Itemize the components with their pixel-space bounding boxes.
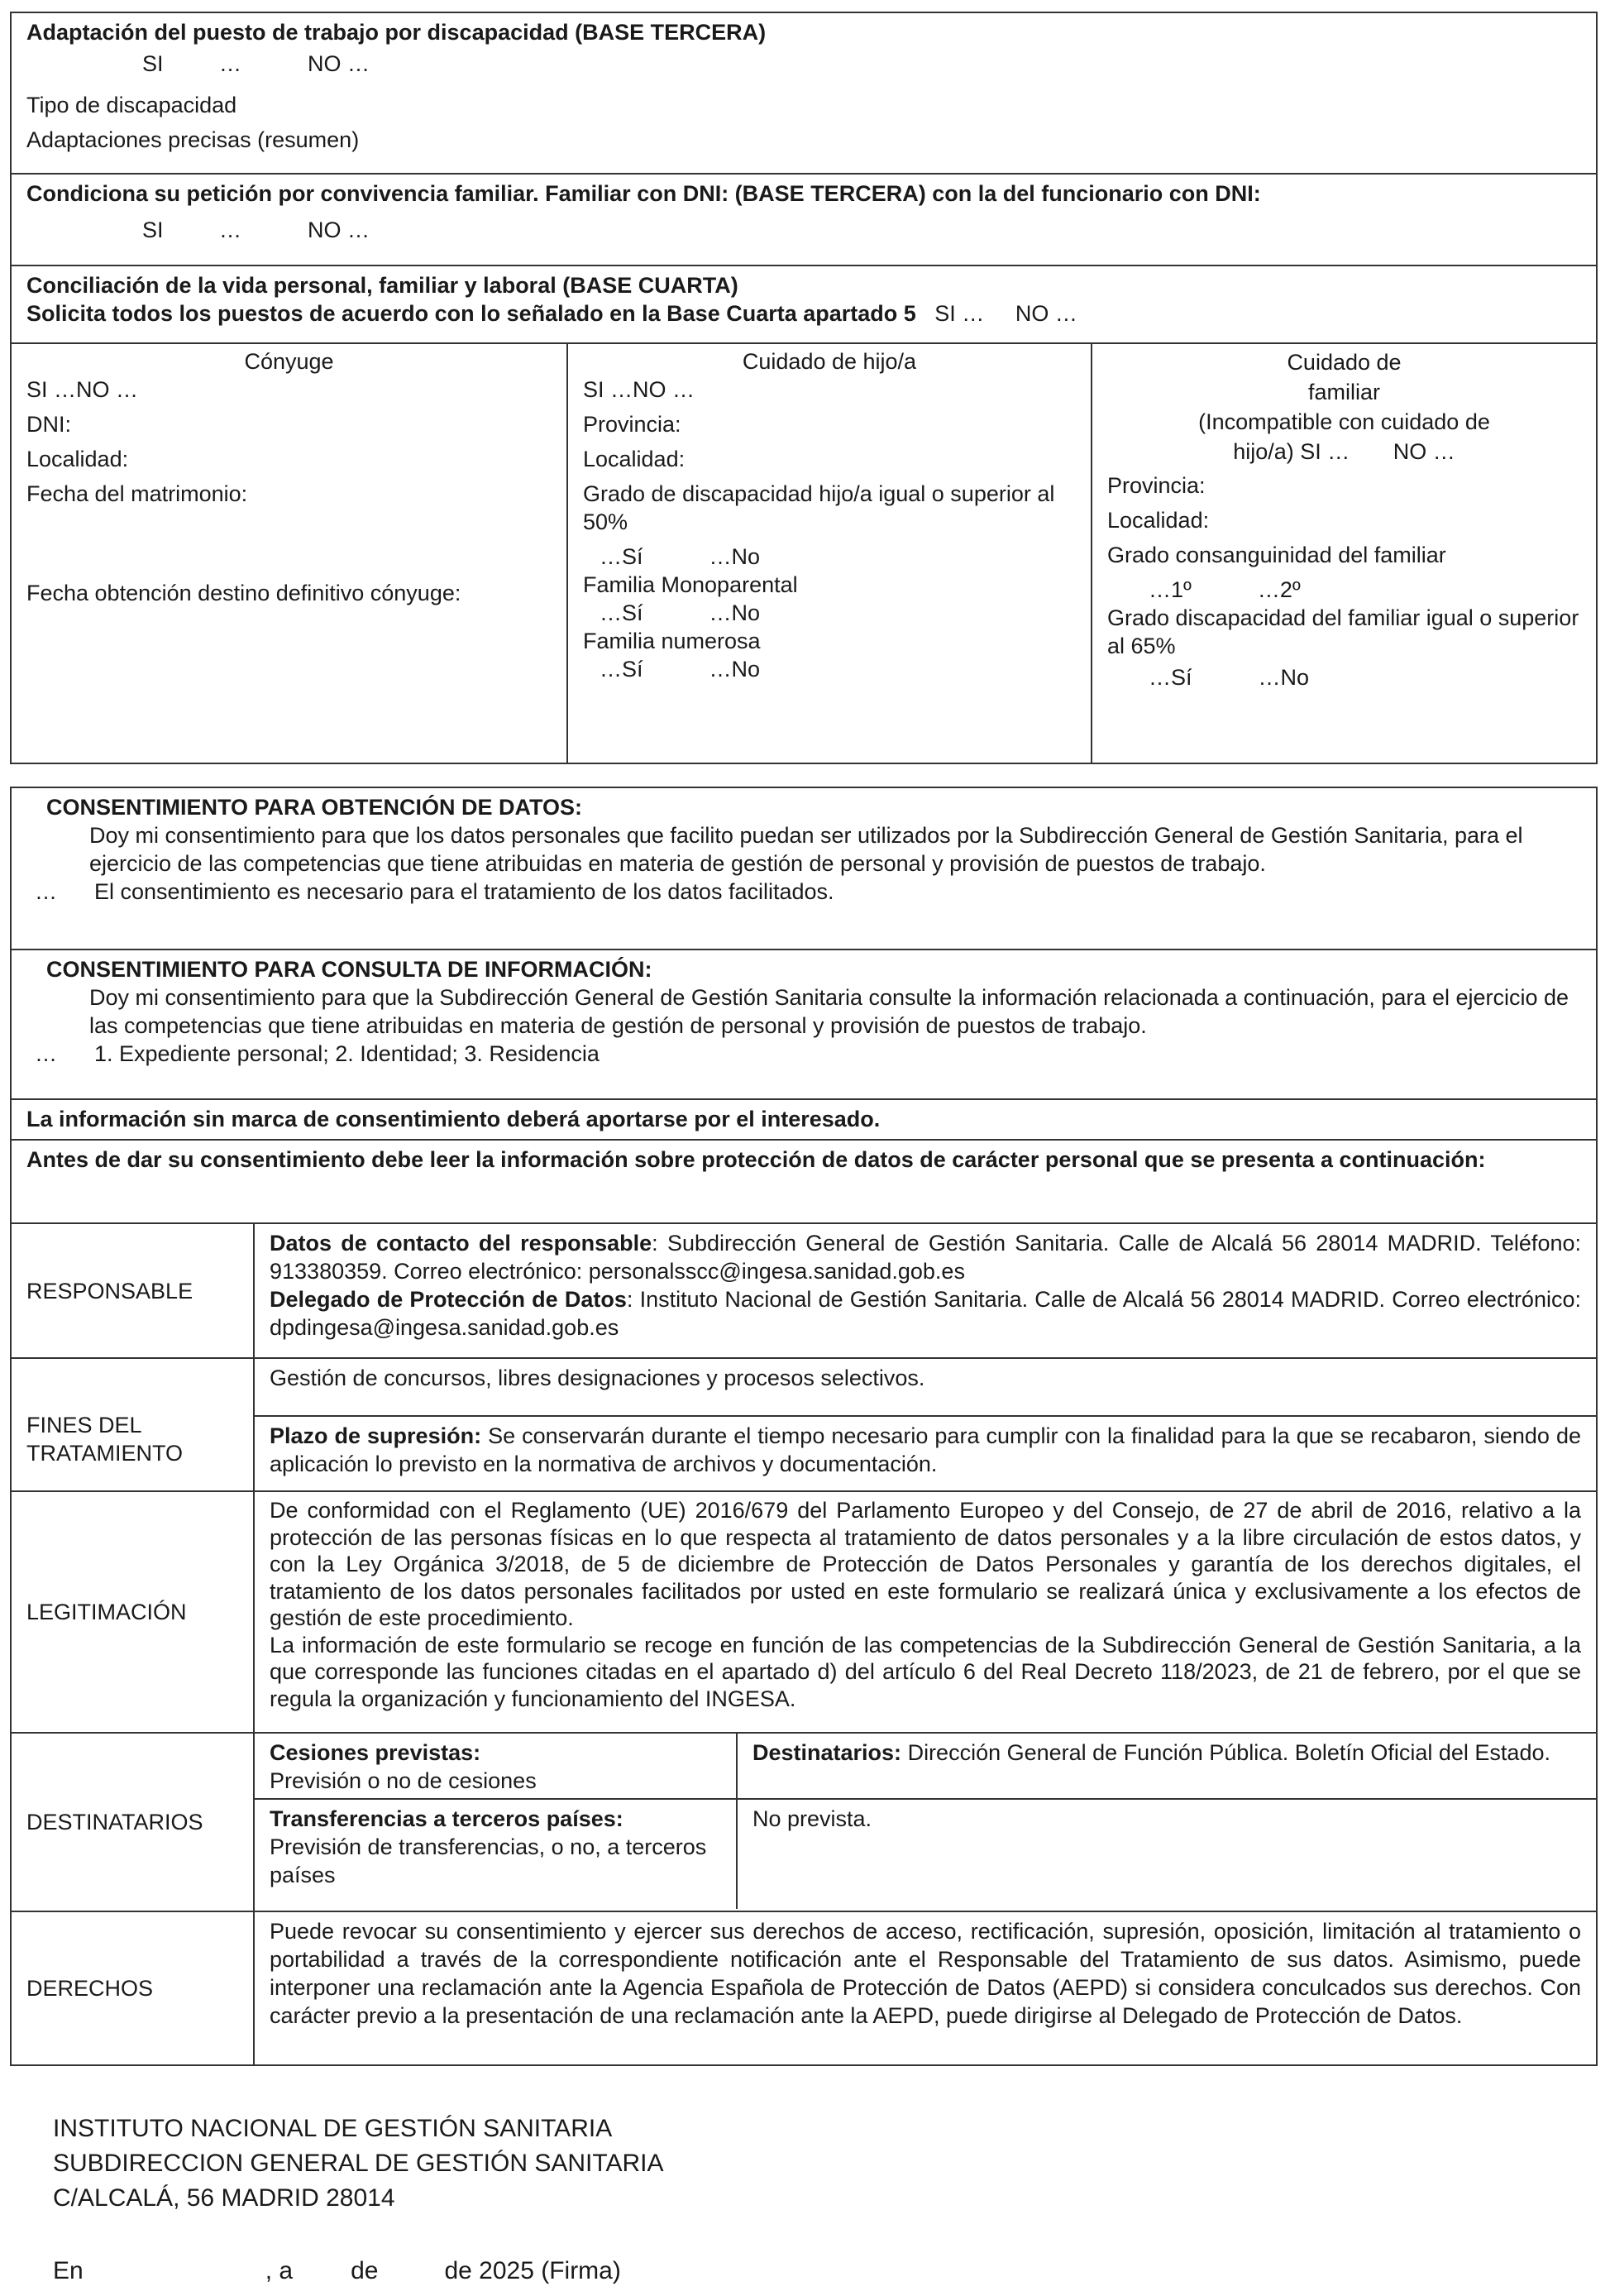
row-text: Dirección General de Función Pública. Boletín Oficial del Estado. <box>901 1740 1550 1765</box>
localidad-field[interactable]: Localidad: <box>1107 508 1210 533</box>
row-text: Previsión o no de cesiones <box>270 1768 537 1793</box>
si-no-checkbox[interactable]: SI …NO … <box>583 377 695 402</box>
proteccion-datos-box <box>10 787 1598 2066</box>
monoparental-label: Familia Monoparental <box>583 572 798 597</box>
localidad-field[interactable]: Localidad: <box>26 447 129 471</box>
grado-1-checkbox[interactable]: …1º <box>1149 577 1192 602</box>
consent-checkbox[interactable]: … <box>35 1041 57 1066</box>
dni-field[interactable]: DNI: <box>26 412 71 437</box>
heading-line: Cuidado de <box>1287 350 1402 375</box>
consent-checkbox[interactable]: … <box>35 879 57 904</box>
si-label: SI <box>142 218 164 242</box>
bold-label: Transferencias a terceros países: <box>270 1806 623 1831</box>
row-text: Previsión de transferencias, o no, a terceros países <box>270 1834 707 1887</box>
row-label: DERECHOS <box>12 1912 255 2064</box>
no-checkbox[interactable]: …No <box>709 600 761 625</box>
heading-line: (Incompatible con cuidado de <box>1198 409 1490 434</box>
no-label: NO <box>308 51 342 76</box>
column-heading: Cónyuge <box>244 349 334 374</box>
sin-marca-notice: La información sin marca de consentimiento deberá aportarse por el interesado. <box>12 1100 1596 1141</box>
conciliacion-columns <box>12 344 1596 763</box>
column-heading: Cuidado de hijo/a <box>742 349 917 374</box>
fecha-destino-field[interactable]: Fecha obtención destino definitivo cónyuge: <box>26 581 461 605</box>
si-checkbox[interactable]: SI … <box>934 301 985 326</box>
section-title: Adaptación del puesto de trabajo por discapacidad (BASE TERCERA) <box>26 20 767 45</box>
conyuge-column <box>12 344 566 763</box>
section-title: Conciliación de la vida personal, familiar y laboral (BASE CUARTA) <box>26 273 738 298</box>
tipo-discapacidad-field[interactable]: Tipo de discapacidad <box>26 93 237 117</box>
consent-note: El consentimiento es necesario para el tratamiento de los datos facilitados. <box>94 879 834 904</box>
section-convivencia <box>12 175 1596 266</box>
antes-notice: Antes de dar su consentimiento debe leer la información sobre protección de datos de carácter personal que se presenta a continuación: <box>12 1141 1596 1224</box>
si-checkbox[interactable]: … <box>219 51 242 76</box>
row-responsable <box>12 1224 1596 1359</box>
consanguinidad-label: Grado consanguinidad del familiar <box>1107 543 1446 567</box>
de-label: de <box>351 2257 379 2284</box>
bold-label: Cesiones previstas: <box>270 1740 481 1765</box>
provincia-field[interactable]: Provincia: <box>1107 473 1206 498</box>
column-heading <box>1107 347 1581 466</box>
row-fines <box>12 1359 1596 1492</box>
row-text: Puede revocar su consentimiento y ejercer sus derechos de acceso, rectificación, supresión, oposición, limitación al tratamiento o portabilidad a través de la correspondiente notificación ante el Responsable del Tratamiento de sus datos. Asimismo, puede interponer una reclamación ante la Agencia Española de Protección de Datos (AEPD) si considera conculcados sus derechos. Con carácter previo a la presentación de una reclamación ante la AEPD, puede dirigirse al Delegado de Protección de Datos. <box>270 1919 1581 2028</box>
si-checkbox[interactable]: …Sí <box>600 544 643 569</box>
si-checkbox[interactable]: …Sí <box>600 657 643 682</box>
no-checkbox[interactable]: …No <box>1258 665 1310 690</box>
address-line: INSTITUTO NACIONAL DE GESTIÓN SANITARIA <box>53 2115 613 2142</box>
a-label: , a <box>265 2257 294 2284</box>
no-checkbox[interactable]: … <box>347 218 370 242</box>
row-text: La información de este formulario se recoge en función de las competencias de la Subdirección General de Gestión Sanitaria, a la que corresponde las funciones citadas en el apartado d) del artículo 6 del Real Decreto 118/2023, de 21 de febrero, por el que se regula la organización y funcionamiento del INGESA. <box>270 1632 1581 1711</box>
grado-label: Grado de discapacidad hijo/a igual o superior al 50% <box>583 481 1055 534</box>
bold-label: Datos de contacto del responsable <box>270 1231 652 1256</box>
address-line: SUBDIRECCION GENERAL DE GESTIÓN SANITARIA <box>53 2150 664 2177</box>
heading-line: familiar <box>1307 380 1380 404</box>
row-legitimacion <box>12 1492 1596 1734</box>
localidad-field[interactable]: Localidad: <box>583 447 686 471</box>
no-checkbox[interactable]: NO … <box>1393 439 1455 464</box>
si-checkbox[interactable]: … <box>219 218 242 242</box>
row-text: No prevista. <box>752 1806 872 1831</box>
no-checkbox[interactable]: … <box>347 51 370 76</box>
row-label: DESTINATARIOS <box>12 1734 255 1911</box>
section-conciliacion <box>12 266 1596 344</box>
firma-label: de 2025 (Firma) <box>444 2257 621 2284</box>
address-line: C/ALCALÁ, 56 MADRID 28014 <box>53 2184 395 2212</box>
section-title: CONSENTIMIENTO PARA OBTENCIÓN DE DATOS: <box>46 795 583 820</box>
section-adaptacion <box>12 13 1596 175</box>
no-checkbox[interactable]: …No <box>709 544 761 569</box>
consent-obtencion <box>12 788 1596 950</box>
numerosa-label: Familia numerosa <box>583 629 761 653</box>
row-destinatarios <box>12 1734 1596 1912</box>
si-label: SI <box>142 51 164 76</box>
bold-label: Plazo de supresión: <box>270 1423 482 1448</box>
consent-note: 1. Expediente personal; 2. Identidad; 3. Residencia <box>94 1041 600 1066</box>
bold-label: Destinatarios: <box>752 1740 902 1765</box>
section-title: Condiciona su petición por convivencia familiar. Familiar con DNI: (BASE TERCERA) con la del funcionario con DNI: <box>26 181 1261 206</box>
row-label: LEGITIMACIÓN <box>12 1492 255 1732</box>
row-text: Gestión de concursos, libres designaciones y procesos selectivos. <box>255 1359 1596 1417</box>
row-label: RESPONSABLE <box>12 1224 255 1357</box>
solicitud-form <box>10 12 1598 764</box>
si-no-checkbox[interactable]: SI …NO … <box>26 377 139 402</box>
solicita-todos-label: Solicita todos los puestos de acuerdo con lo señalado en la Base Cuarta apartado 5 <box>26 301 916 326</box>
fecha-matrimonio-field[interactable]: Fecha del matrimonio: <box>26 481 248 506</box>
no-checkbox[interactable]: …No <box>709 657 761 682</box>
hijo-column <box>566 344 1091 763</box>
bold-label: Delegado de Protección de Datos <box>270 1287 627 1312</box>
si-checkbox[interactable]: …Sí <box>1149 665 1192 690</box>
provincia-field[interactable]: Provincia: <box>583 412 681 437</box>
grado-discapacidad-label: Grado discapacidad del familiar igual o superior al 65% <box>1107 605 1579 658</box>
no-label: NO <box>308 218 342 242</box>
signature-line <box>53 2254 1293 2289</box>
row-text: : Instituto Nacional de Gestión Sanitaria. Calle de Alcalá 56 28014 MADRID. Correo electrónico: dpdingesa@ingesa.sanidad.gob.es <box>270 1287 1581 1340</box>
row-text: De conformidad con el Reglamento (UE) 2016/679 del Parlamento Europeo y del Consejo, de 27 de abril de 2016, relativo a la protección de las personas físicas en lo que respecta al tratamiento de datos personales y a la libre circulación de estos datos, y con la Ley Orgánica 3/2018, de 5 de diciembre de Protección de Datos Personales y garantía de los derechos digitales, el tratamiento de los datos personales facilitados por usted en este formulario se realizará única y exclusivamente a los efectos de gestión de este procedimiento. <box>270 1498 1581 1630</box>
si-checkbox[interactable]: hijo/a) SI … <box>1233 439 1350 464</box>
grado-2-checkbox[interactable]: …2º <box>1257 577 1301 602</box>
row-label: FINES DEL TRATAMIENTO <box>12 1359 255 1490</box>
row-derechos <box>12 1912 1596 2064</box>
consent-consulta <box>12 950 1596 1100</box>
section-title: CONSENTIMIENTO PARA CONSULTA DE INFORMACIÓN: <box>46 957 652 982</box>
consent-text: Doy mi consentimiento para que la Subdirección General de Gestión Sanitaria consulte la información relacionada a continuación, para el ejercicio de las competencias que tiene atribuidas en materia de gestión de personal y provisión de puestos de trabajo. <box>89 985 1569 1038</box>
familiar-column <box>1091 344 1596 763</box>
consent-text: Doy mi consentimiento para que los datos personales que facilito puedan ser utilizados por la Subdirección General de Gestión Sanitaria, para el ejercicio de las competencias que tiene atribuidas en materia de gestión de personal y provisión de puestos de trabajo. <box>89 823 1523 876</box>
row-text: Se conservarán durante el tiempo necesario para cumplir con la finalidad para la que se recabaron, siendo de aplicación lo previsto en la normativa de archivos y documentación. <box>270 1423 1581 1476</box>
address-block <box>53 2112 663 2216</box>
no-checkbox[interactable]: NO … <box>1015 301 1077 326</box>
en-label: En <box>53 2257 84 2284</box>
adaptaciones-field[interactable]: Adaptaciones precisas (resumen) <box>26 127 360 152</box>
si-checkbox[interactable]: …Sí <box>600 600 643 625</box>
row-text: : Subdirección General de Gestión Sanitaria. Calle de Alcalá 56 28014 MADRID. Teléfono: 913380359. Correo electrónico: personalsscc@ingesa.sanidad.gob.es <box>270 1231 1581 1284</box>
